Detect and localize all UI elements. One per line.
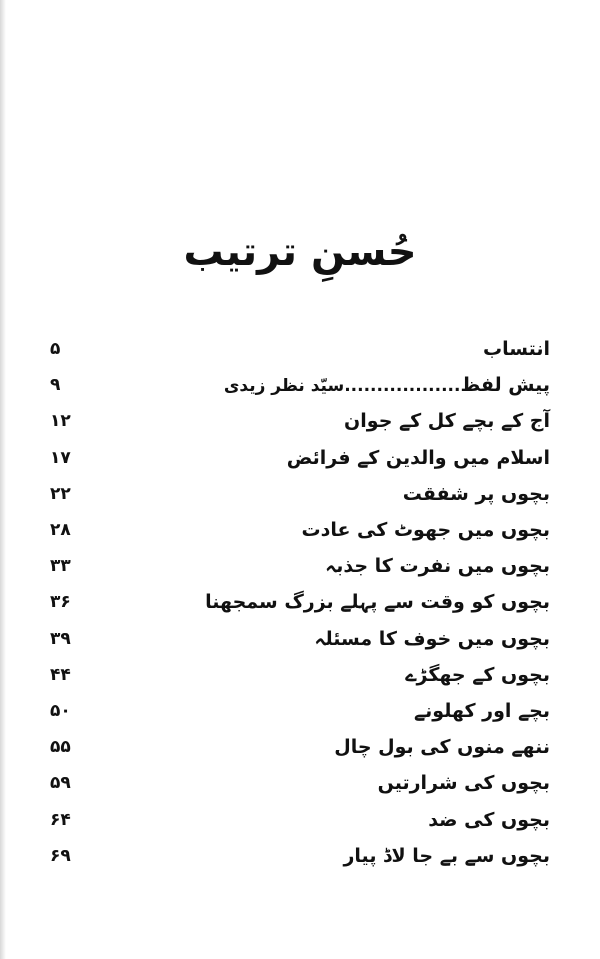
toc-page-number: ۵۵ [50,737,71,758]
toc-title: بچوں کی ضد [428,808,550,831]
toc-page-number: ۳۳ [50,556,71,577]
toc-entry [50,331,550,367]
toc-title: انتساب [483,338,550,361]
toc-title: بچوں کو وقت سے پہلے بزرگ سمجھنا [205,591,550,614]
toc-title: آج کے بچے کل کے جوان [344,410,550,433]
toc-entry [50,512,550,548]
toc-entry [50,440,550,476]
toc-entry [50,765,550,801]
toc-entry [50,403,550,439]
toc-entry [50,729,550,765]
toc-entry [50,367,550,403]
toc-page-number: ۱۲ [50,411,71,432]
toc-title: اسلام میں والدین کے فرائض [286,446,550,469]
toc-page-number: ۲۸ [50,520,71,541]
toc-entry [50,693,550,729]
toc-title: بچوں میں جھوٹ کی عادت [301,519,550,542]
toc-page-number: ۲۲ [50,483,71,504]
toc-page-number: ۵۹ [50,773,71,794]
page-title: حُسنِ ترتیب [183,229,417,275]
toc-entry [50,657,550,693]
toc-entry [50,548,550,584]
toc-title: بچے اور کھلونے [414,699,550,722]
toc-page-number: ۶۴ [50,809,71,830]
toc-title: ننھے منوں کی بول چال [334,736,550,759]
toc-page-number: ۳۹ [50,628,71,649]
toc-page-number: ۹ [50,375,61,396]
toc-page-number: ۵ [50,339,61,360]
toc-entry [50,621,550,657]
toc-title-with-author [224,374,550,396]
toc-entry [50,584,550,620]
page-edge-shadow [0,0,6,959]
toc-entry [50,476,550,512]
toc-entry [50,838,550,874]
toc-page-number: ۵۰ [50,700,71,721]
toc-page-number: ۳۶ [50,592,71,613]
toc-title: بچوں کی شرارتیں [377,772,550,795]
toc-title: بچوں میں خوف کا مسئلہ [314,627,550,650]
toc-title: بچوں میں نفرت کا جذبہ [325,555,550,578]
toc-title: بچوں پر شفقت [402,482,550,505]
toc-title: پیش لفظ [460,374,550,397]
toc-title: بچوں کے جھگڑے [405,663,550,686]
toc-page-number: ۶۹ [50,845,71,866]
toc-page-number: ۴۴ [50,664,71,685]
toc-author: ..................سیّد نظر زیدی [223,376,461,397]
table-of-contents [50,331,550,874]
toc-title: بچوں سے بے جا لاڈ پیار [343,844,550,867]
toc-page-number: ۱۷ [50,447,71,468]
toc-entry [50,801,550,837]
